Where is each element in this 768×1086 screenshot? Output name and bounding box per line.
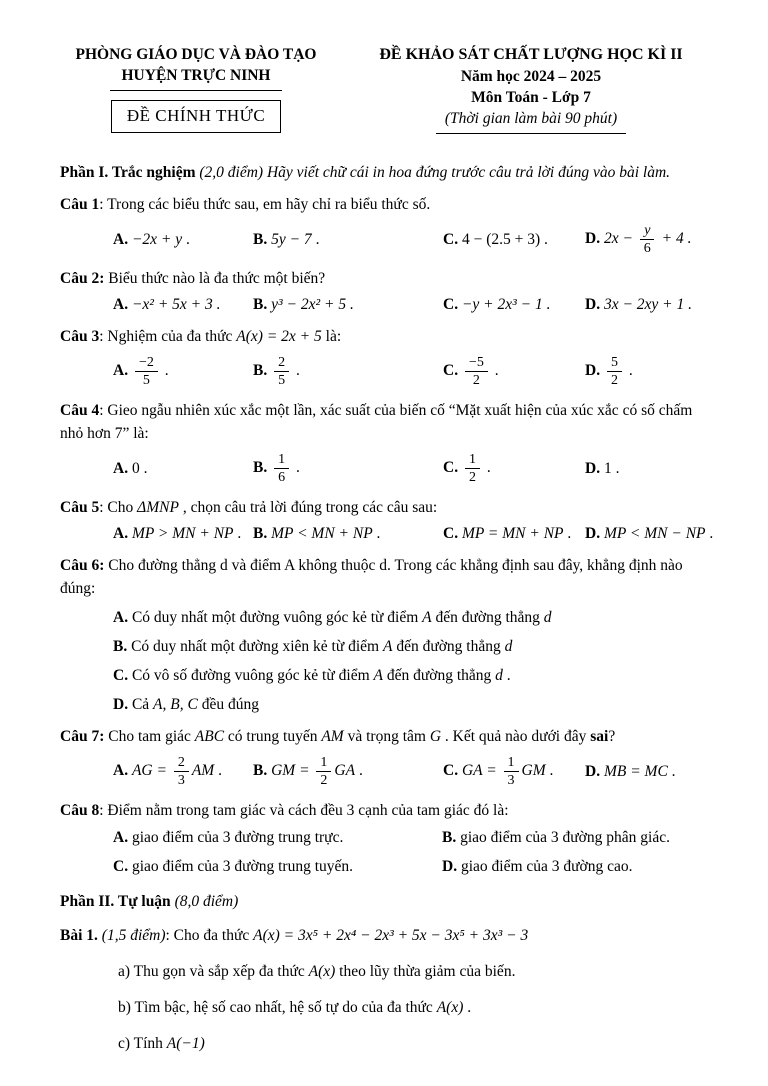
question-1-option-c: C. 4 − (2.5 + 3) . [443, 231, 548, 248]
question-6-option-d: D. Cả A, B, C đều đúng [113, 696, 259, 713]
question-5-options [113, 522, 714, 545]
question-8-option-a: A. giao điểm của 3 đường trung trực. [113, 829, 344, 846]
question-2-option-c: C. −y + 2x³ − 1 . [443, 296, 551, 313]
question-2-options [113, 293, 714, 316]
question-3-stem: Câu 3: Nghiệm của đa thức A(x) = 2x + 5 là: [60, 328, 342, 345]
question-6-stem: Câu 6: Cho đường thẳng d và điểm A không thuộc d. Trong các khẳng định sau đây, khẳng định nào đúng: [60, 557, 683, 597]
question-8-stem: Câu 8: Điểm nằm trong tam giác và cách đều 3 cạnh của tam giác đó là: [60, 802, 509, 819]
question-2-stem: Câu 2: Biểu thức nào là đa thức một biến? [60, 270, 326, 287]
exam-header [60, 44, 714, 134]
official-exam-stamp-label: ĐỀ CHÍNH THỨC [126, 106, 266, 125]
official-exam-stamp [111, 100, 281, 133]
problem-1-item-b: b) Tìm bậc, hệ số cao nhất, hệ số tự do của đa thức A(x) . [118, 999, 472, 1016]
question-1-stem: Câu 1: Trong các biểu thức sau, em hãy chỉ ra biểu thức số. [60, 196, 431, 213]
question-6-option-a: A. Có duy nhất một đường vuông góc kẻ từ điểm A đến đường thẳng d [113, 609, 552, 626]
question-4-option-a: A. 0 . [113, 460, 148, 477]
question-5-option-c: C. MP = MN + NP . [443, 525, 572, 542]
problem-1-title: Bài 1. (1,5 điểm): Cho đa thức A(x) = 3x⁵ + 2x⁴ − 2x³ + 5x − 3x⁵ + 3x³ − 3 [60, 927, 529, 944]
question-7-option-b: B. GM = $\frac{1}{2}$ GA . [253, 755, 363, 788]
part2-heading: Phần II. Tự luận (8,0 điểm) [60, 893, 239, 910]
question-7-stem: Câu 7: Cho tam giác ABC có trung tuyến AM và trọng tâm G . Kết quả nào dưới đây sai? [60, 728, 616, 745]
issuing-authority-block [60, 44, 332, 133]
authority-underline-rule [110, 90, 282, 91]
question-8-option-c: C. giao điểm của 3 đường trung tuyến. [113, 858, 354, 875]
question-1-option-a: A. −2x + y . [113, 231, 190, 248]
question-3-option-a: A. $\frac{-2}{5}$ . [113, 355, 169, 388]
authority-line1: PHÒNG GIÁO DỤC VÀ ĐÀO TẠO [75, 46, 317, 63]
duration-note: (Thời gian làm bài 90 phút) [444, 110, 618, 127]
question-8-options [113, 826, 714, 878]
question-2-option-b: B. y³ − 2x² + 5 . [253, 296, 354, 313]
question-8-option-b: B. giao điểm của 3 đường phân giác. [442, 829, 670, 846]
school-year: Năm học 2024 – 2025 [460, 68, 602, 85]
question-4-option-b: B. $\frac{1}{6}$ . [253, 452, 300, 485]
title-underline-rule [436, 133, 626, 134]
exam-title-block [348, 44, 714, 134]
question-4-option-d: D. 1 . [585, 460, 620, 477]
question-5-stem: Câu 5: Cho ΔMNP , chọn câu trả lời đúng trong các câu sau: [60, 499, 438, 516]
question-4-option-c: C. $\frac{1}{2}$ . [443, 452, 491, 485]
question-7-options [113, 753, 714, 790]
problem-1-item-a: a) Thu gọn và sắp xếp đa thức A(x) theo lũy thừa giảm của biến. [118, 963, 516, 980]
question-1-option-d: D. 2x − $\frac{y}{6}$ + 4 . [585, 223, 692, 256]
question-4-options [113, 450, 714, 487]
authority-line2: HUYỆN TRỰC NINH [121, 67, 271, 84]
exam-title: ĐỀ KHẢO SÁT CHẤT LƯỢNG HỌC KÌ II [379, 46, 683, 63]
question-3-option-c: C. $\frac{-5}{2}$ . [443, 355, 499, 388]
question-3-options [113, 353, 714, 390]
question-5-option-d: D. MP < MN − NP . [585, 525, 714, 542]
question-3-option-b: B. $\frac{2}{5}$ . [253, 355, 300, 388]
question-1-option-b: B. 5y − 7 . [253, 231, 320, 248]
question-2-option-a: A. −x² + 5x + 3 . [113, 296, 221, 313]
question-7-option-c: C. GA = $\frac{1}{3}$ GM . [443, 755, 554, 788]
part1-heading: Phần I. Trắc nghiệm (2,0 điểm) Hãy viết chữ cái in hoa đứng trước câu trả lời đúng vào bài làm. [60, 164, 671, 181]
question-6-option-b: B. Có duy nhất một đường xiên kẻ từ điểm A đến đường thẳng d [113, 638, 513, 655]
question-3-option-d: D. $\frac{5}{2}$ . [585, 355, 633, 388]
problem-1-item-c: c) Tính A(−1) [118, 1035, 205, 1052]
question-7-option-a: A. AG = $\frac{2}{3}$ AM . [113, 755, 222, 788]
question-8-option-d: D. giao điểm của 3 đường cao. [442, 858, 633, 875]
question-6-option-c: C. Có vô số đường vuông góc kẻ từ điểm A đến đường thẳng d . [113, 667, 511, 684]
question-5-option-a: A. MP > MN + NP . [113, 525, 242, 542]
question-5-option-b: B. MP < MN + NP . [253, 525, 381, 542]
question-2-option-d: D. 3x − 2xy + 1 . [585, 296, 693, 313]
subject-grade: Môn Toán - Lớp 7 [471, 89, 591, 106]
question-4-stem: Câu 4: Gieo ngẫu nhiên xúc xắc một lần, xác suất của biến cố “Mặt xuất hiện của xúc xắc có số chấm nhỏ hơn 7” là: [60, 402, 693, 442]
question-1-options [113, 221, 714, 258]
question-7-option-d: D. MB = MC . [585, 763, 676, 780]
